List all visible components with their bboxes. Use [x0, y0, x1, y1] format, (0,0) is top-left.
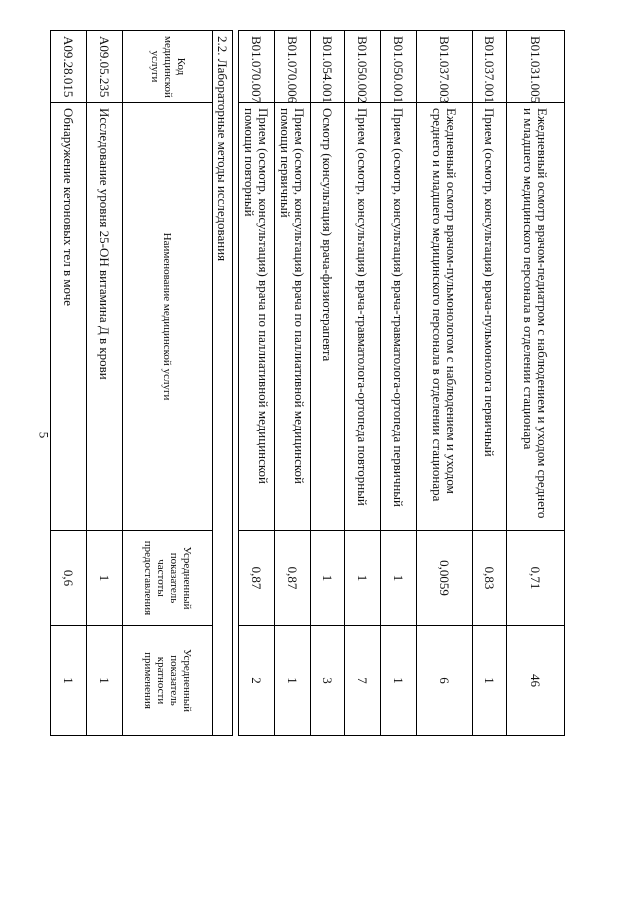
service-code: B01.054.001 — [311, 31, 345, 103]
service-code: A09.28.015 — [51, 31, 87, 103]
table-row — [345, 31, 381, 736]
frequency-value: 0,87 — [239, 531, 275, 626]
column-header-frequency: Усредненный показатель частоты предоставления — [123, 531, 213, 626]
service-code: B01.037.001 — [473, 31, 507, 103]
table-row — [311, 31, 345, 736]
table-row — [275, 31, 311, 736]
frequency-value: 1 — [311, 531, 345, 626]
table-row — [381, 31, 417, 736]
service-code: B01.050.002 — [345, 31, 381, 103]
multiplicity-value: 1 — [381, 626, 417, 736]
service-name: Прием (осмотр, консультация) врача-травматолога-ортопеда первичный — [381, 103, 417, 531]
service-name: Прием (осмотр, консультация) врача по паллиативной медицинской помощи первичный — [275, 103, 311, 531]
frequency-value: 0,87 — [275, 531, 311, 626]
column-header-name: Наименование медицинской услуги — [123, 103, 213, 531]
table-header-row — [123, 31, 213, 736]
lab-methods-table — [50, 30, 233, 736]
service-code: A09.05.235 — [87, 31, 123, 103]
table-row — [87, 31, 123, 736]
frequency-value: 1 — [381, 531, 417, 626]
services-table — [238, 30, 565, 736]
frequency-value: 0,0059 — [417, 531, 473, 626]
service-name: Осмотр (консультация) врача-физиотерапевта — [311, 103, 345, 531]
frequency-value: 1 — [345, 531, 381, 626]
multiplicity-value: 6 — [417, 626, 473, 736]
multiplicity-value: 1 — [275, 626, 311, 736]
service-code: B01.070.007 — [239, 31, 275, 103]
table-row — [507, 31, 565, 736]
service-name: Исследование уровня 25-ОН витамина Д в крови — [87, 103, 123, 531]
multiplicity-value: 1 — [473, 626, 507, 736]
service-name: Ежедневный осмотр врачом-пульмонологом с наблюдением и уходом среднего и младшего медицинского персонала в отделении стационара — [417, 103, 473, 531]
multiplicity-value: 1 — [87, 626, 123, 736]
frequency-value: 0,6 — [51, 531, 87, 626]
service-name: Прием (осмотр, консультация) врача-травматолога-ортопеда повторный — [345, 103, 381, 531]
table-row — [51, 31, 87, 736]
table-title-row — [213, 31, 233, 736]
multiplicity-value: 2 — [239, 626, 275, 736]
service-code: B01.070.006 — [275, 31, 311, 103]
multiplicity-value: 7 — [345, 626, 381, 736]
multiplicity-value: 46 — [507, 626, 565, 736]
multiplicity-value: 3 — [311, 626, 345, 736]
service-code: B01.037.003 — [417, 31, 473, 103]
table-row — [417, 31, 473, 736]
frequency-value: 1 — [87, 531, 123, 626]
table-row — [239, 31, 275, 736]
service-name: Прием (осмотр, консультация) врача-пульмонолога первичный — [473, 103, 507, 531]
service-name: Ежедневный осмотр врачом-педиатром с наблюдением и уходом среднего и младшего медицинского персонала в отделении стационара — [507, 103, 565, 531]
table-row — [473, 31, 507, 736]
service-code: B01.050.001 — [381, 31, 417, 103]
multiplicity-value: 1 — [51, 626, 87, 736]
service-code: B01.031.005 — [507, 31, 565, 103]
page-number: 5 — [36, 431, 52, 439]
section-title: 2.2. Лабораторные методы исследования — [213, 31, 233, 736]
service-name: Прием (осмотр, консультация) врача по паллиативной медицинской помощи повторный — [239, 103, 275, 531]
service-name: Обнаружение кетоновых тел в моче — [51, 103, 87, 531]
frequency-value: 0,71 — [507, 531, 565, 626]
column-header-code: Код медицинской услуги — [123, 31, 213, 103]
frequency-value: 0,83 — [473, 531, 507, 626]
column-header-multiplicity: Усредненный показатель кратности применения — [123, 626, 213, 736]
